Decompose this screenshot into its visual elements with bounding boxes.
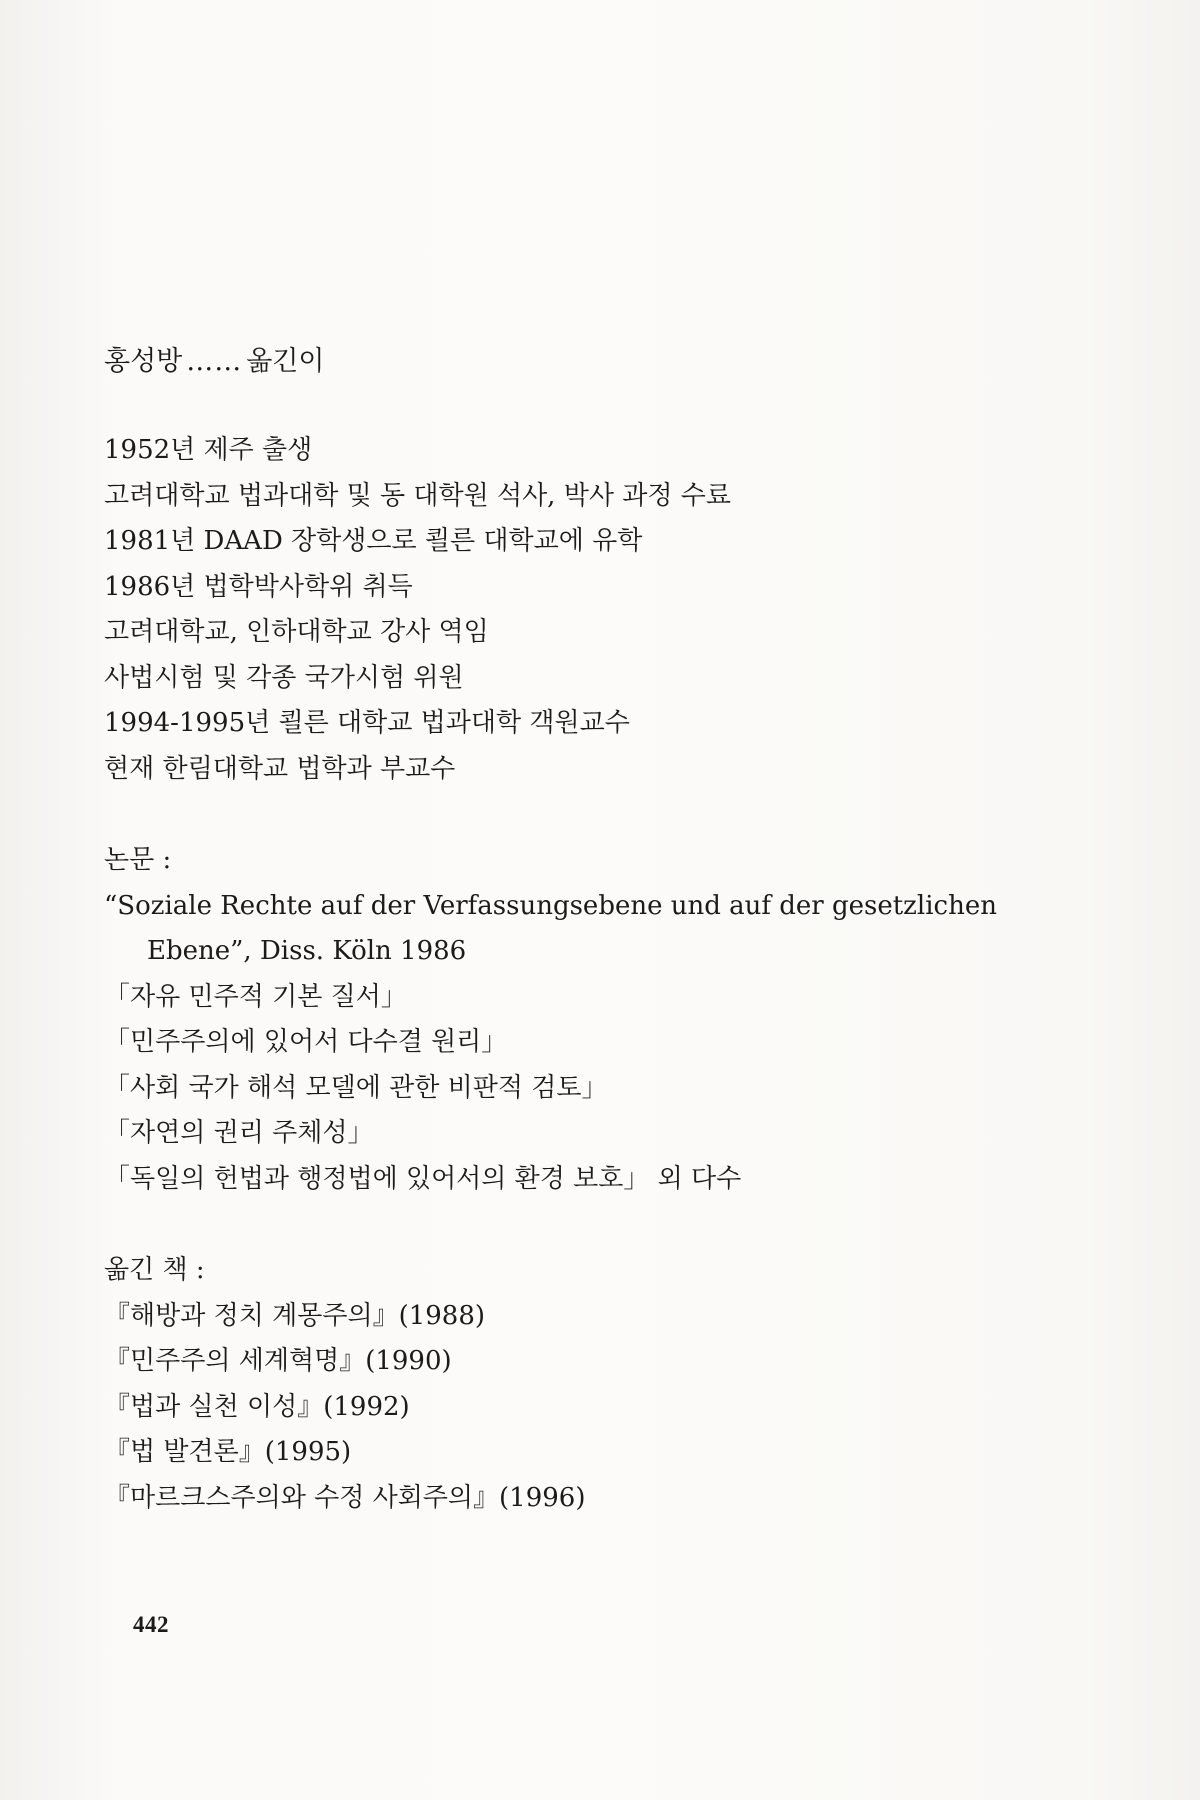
bio-line: 1952년 제주 출생 [104,435,313,465]
dissertation-word: Verfassungsebene [423,890,663,921]
dissertation-word: auf [320,890,363,921]
bio-line: 현재 한림대학교 법학과 부교수 [104,753,456,784]
paper-item: 「자유 민주적 기본 질서」 [104,981,407,1012]
paper-item: 「사회 국가 해석 모델에 관한 비판적 검토」 [104,1072,608,1103]
biography-section [104,428,1044,792]
paper-item: 「독일의 헌법과 행정법에 있어서의 환경 보호」 외 다수 [104,1163,742,1194]
translator-header [104,344,1044,380]
translator-role: 옮긴이 [246,346,325,377]
dissertation-word: der [370,890,416,921]
translation-item: 『법 발견론』(1995) [104,1437,352,1467]
leader-dots: …… [186,346,243,377]
dissertation-word: “Soziale [104,890,212,921]
papers-heading: 논문 : [104,845,172,875]
translation-item: 『마르크스주의와 수정 사회주의』(1996) [104,1482,586,1513]
translations-heading: 옮긴 책 : [104,1255,205,1285]
dissertation-word: der [779,890,824,921]
translation-item: 『해방과 정치 계몽주의』(1988) [104,1300,486,1331]
dissertation-first-line [104,884,997,930]
bio-line: 1981년 DAAD 장학생으로 쾰른 대학교에 유학 [104,526,643,556]
bio-line: 고려대학교, 인하대학교 강사 역임 [104,617,489,647]
bio-line: 1986년 법학박사학위 취득 [104,571,413,602]
dissertation-entry [104,884,1044,975]
bio-line: 사법시험 및 각종 국가시험 위원 [104,662,464,693]
bio-line: 고려대학교 법과대학 및 동 대학원 석사, 박사 과정 수료 [104,480,731,511]
paper-item: 「자연의 권리 주체성」 [104,1118,374,1148]
dissertation-word: und [670,890,721,921]
translations-section [104,1248,1044,1521]
translation-item: 『민주주의 세계혁명』(1990) [104,1346,452,1376]
bio-line: 1994-1995년 쾰른 대학교 법과대학 객원교수 [104,708,630,738]
dissertation-word: Rechte [220,890,313,921]
translator-name: 홍성방 [104,346,183,377]
translator-profile [104,344,1044,1521]
translation-item: 『법과 실천 이성』(1992) [104,1391,410,1422]
papers-section [104,838,1044,1202]
page-number: 442 [133,1612,169,1637]
dissertation-word: gesetzlichen [831,890,997,921]
dissertation-word: auf [729,890,771,921]
dissertation-continuation: Ebene”, Diss. Köln 1986 [147,936,467,966]
paper-item: 「민주주의에 있어서 다수결 원리」 [104,1027,508,1057]
